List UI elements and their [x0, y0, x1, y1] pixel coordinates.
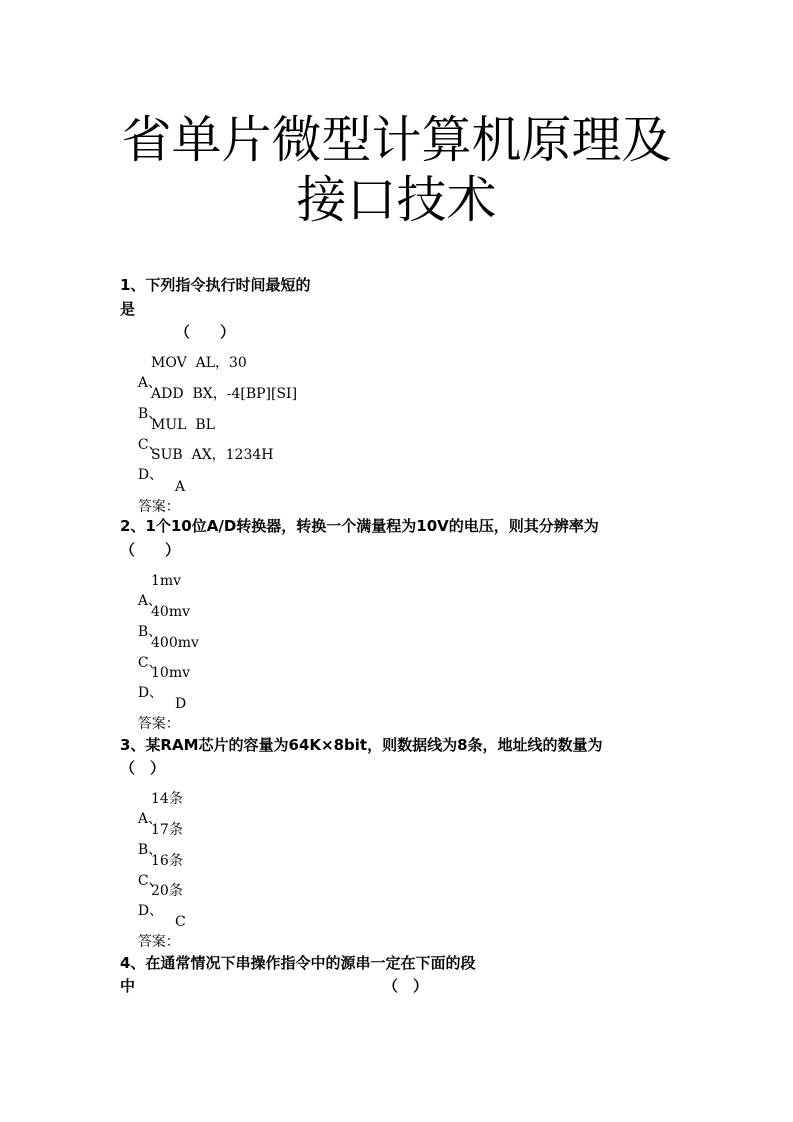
answer-blank: （ ） [120, 541, 181, 559]
question-stem: 2、1个10位A/D转换器，转换一个满量程为10V的电压，则其分辨率为 [120, 517, 599, 535]
answer-blank: （ ） [175, 323, 236, 341]
option-text: 20条 [151, 883, 183, 899]
option-text: ADD BX，-4[BP][SI] [151, 386, 298, 402]
title-line-2: 接口技术 [296, 171, 497, 229]
answer-label: 答案： [137, 934, 180, 950]
option-letter: A、 [137, 375, 162, 391]
option-letter: A、 [137, 811, 162, 827]
question-stem-continuation: 是 [120, 300, 136, 318]
option-letter: B、 [137, 406, 163, 422]
option-text: MUL BL [151, 417, 215, 433]
answer-blank: （ ） [383, 977, 429, 995]
answer-value: C [175, 914, 186, 930]
option-letter: A、 [137, 593, 162, 609]
question-stem: 1、下列指令执行时间最短的 [120, 276, 311, 294]
option-text: 400mv [151, 635, 199, 651]
option-letter: B、 [137, 624, 163, 640]
question-stem-continuation: 中 [120, 977, 136, 995]
answer-label: 答案： [137, 716, 180, 732]
answer-blank: （ ） [120, 759, 166, 777]
option-text: 40mv [151, 604, 190, 620]
option-letter: D、 [137, 903, 164, 919]
option-text: 16条 [151, 853, 183, 869]
question-stem: 4、在通常情况下串操作指令中的源串一定在下面的段 [120, 954, 476, 972]
option-letter: D、 [137, 685, 164, 701]
question-stem: 3、某RAM芯片的容量为64K×8bit，则数据线为8条，地址线的数量为 [120, 736, 603, 754]
option-letter: D、 [137, 467, 164, 483]
answer-value: A [175, 479, 186, 495]
option-letter: C、 [137, 873, 163, 889]
title-line-1: 省单片微型计算机原理及 [121, 111, 672, 169]
answer-label: 答案： [137, 499, 180, 515]
option-letter: B、 [137, 842, 163, 858]
option-text: 1mv [151, 573, 182, 589]
option-letter: C、 [137, 655, 163, 671]
option-text: MOV AL，30 [151, 355, 247, 371]
option-text: 14条 [151, 791, 183, 807]
answer-value: D [175, 696, 187, 712]
option-text: 10mv [151, 665, 190, 681]
option-text: 17条 [151, 822, 183, 838]
option-letter: C、 [137, 437, 163, 453]
option-text: SUB AX，1234H [151, 447, 274, 463]
